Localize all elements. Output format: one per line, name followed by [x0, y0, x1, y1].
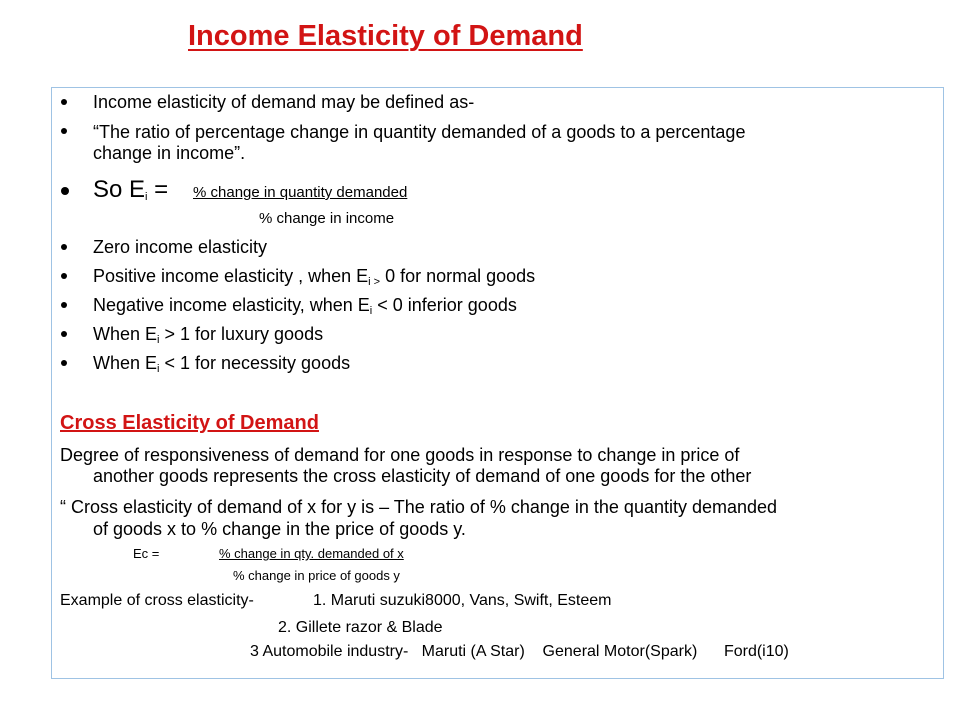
formula-equals: =	[147, 176, 169, 203]
bullet-necessity-goods	[93, 352, 350, 374]
cross-formula-label: Ec =	[133, 546, 160, 561]
subscript: i >	[368, 276, 381, 288]
bullet-zero-elasticity: Zero income elasticity	[93, 237, 268, 257]
cross-formula-numerator: % change in qty. demanded of x	[219, 546, 404, 561]
bullet-dot	[61, 244, 67, 250]
bullet-dot	[61, 273, 67, 279]
cross-formula-denominator: % change in price of goods y	[233, 568, 400, 583]
cross-ratio-line1: “ Cross elasticity of demand of x for y is – The ratio of % change in the quantity demanded	[60, 497, 778, 517]
bullet-dot	[61, 128, 67, 134]
subscript: i	[369, 305, 373, 317]
formula-subscript: i	[145, 191, 148, 203]
cross-definition-line2: another goods represents the cross elasticity of demand of one goods for the other	[93, 466, 752, 486]
bullet-definition: Income elasticity of demand may be defined as-	[93, 92, 475, 112]
formula-numerator: % change in quantity demanded	[193, 184, 408, 201]
bullet-dot	[61, 302, 67, 308]
text-part: When E	[93, 324, 158, 344]
subscript: i	[157, 363, 160, 375]
text-part: < 0 inferior goods	[372, 295, 517, 315]
bullet-luxury-goods	[93, 323, 323, 345]
bullet-dot	[61, 187, 69, 195]
bullet-ratio-line2: change in income”.	[93, 143, 246, 163]
example-item-1: 1. Maruti suzuki8000, Vans, Swift, Esteem	[313, 592, 612, 609]
bullet-dot	[61, 360, 67, 366]
example-label: Example of cross elasticity-	[60, 592, 254, 609]
bullet-negative-elasticity	[93, 294, 517, 316]
text-part: Positive income elasticity , when E	[93, 266, 369, 286]
cross-elasticity-heading: Cross Elasticity of Demand	[60, 412, 319, 434]
bullet-positive-elasticity	[93, 265, 535, 287]
cross-ratio-line2: of goods x to % change in the price of goods y.	[93, 519, 466, 539]
page-title: Income Elasticity of Demand	[188, 20, 583, 52]
formula-prefix: So E	[93, 176, 146, 203]
bullet-dot	[61, 99, 67, 105]
text-part: < 1 for necessity goods	[159, 353, 351, 373]
subscript: i	[157, 334, 160, 346]
text-part: When E	[93, 353, 158, 373]
bullet-dot	[61, 331, 67, 337]
text-part: 0 for normal goods	[380, 266, 536, 286]
example-item-3: 3 Automobile industry- Maruti (A Star) General Motor(Spark) Ford(i10)	[250, 643, 789, 660]
income-elasticity-formula	[93, 176, 168, 204]
bullet-ratio-line1: “The ratio of percentage change in quantity demanded of a goods to a percentage	[93, 122, 746, 142]
text-part: Negative income elasticity, when E	[93, 295, 370, 315]
cross-definition-line1: Degree of responsiveness of demand for one goods in response to change in price of	[60, 445, 740, 465]
content-panel	[51, 87, 944, 679]
text-part: > 1 for luxury goods	[159, 324, 324, 344]
example-item-2: 2. Gillete razor & Blade	[278, 619, 443, 636]
formula-denominator: % change in income	[259, 210, 395, 227]
